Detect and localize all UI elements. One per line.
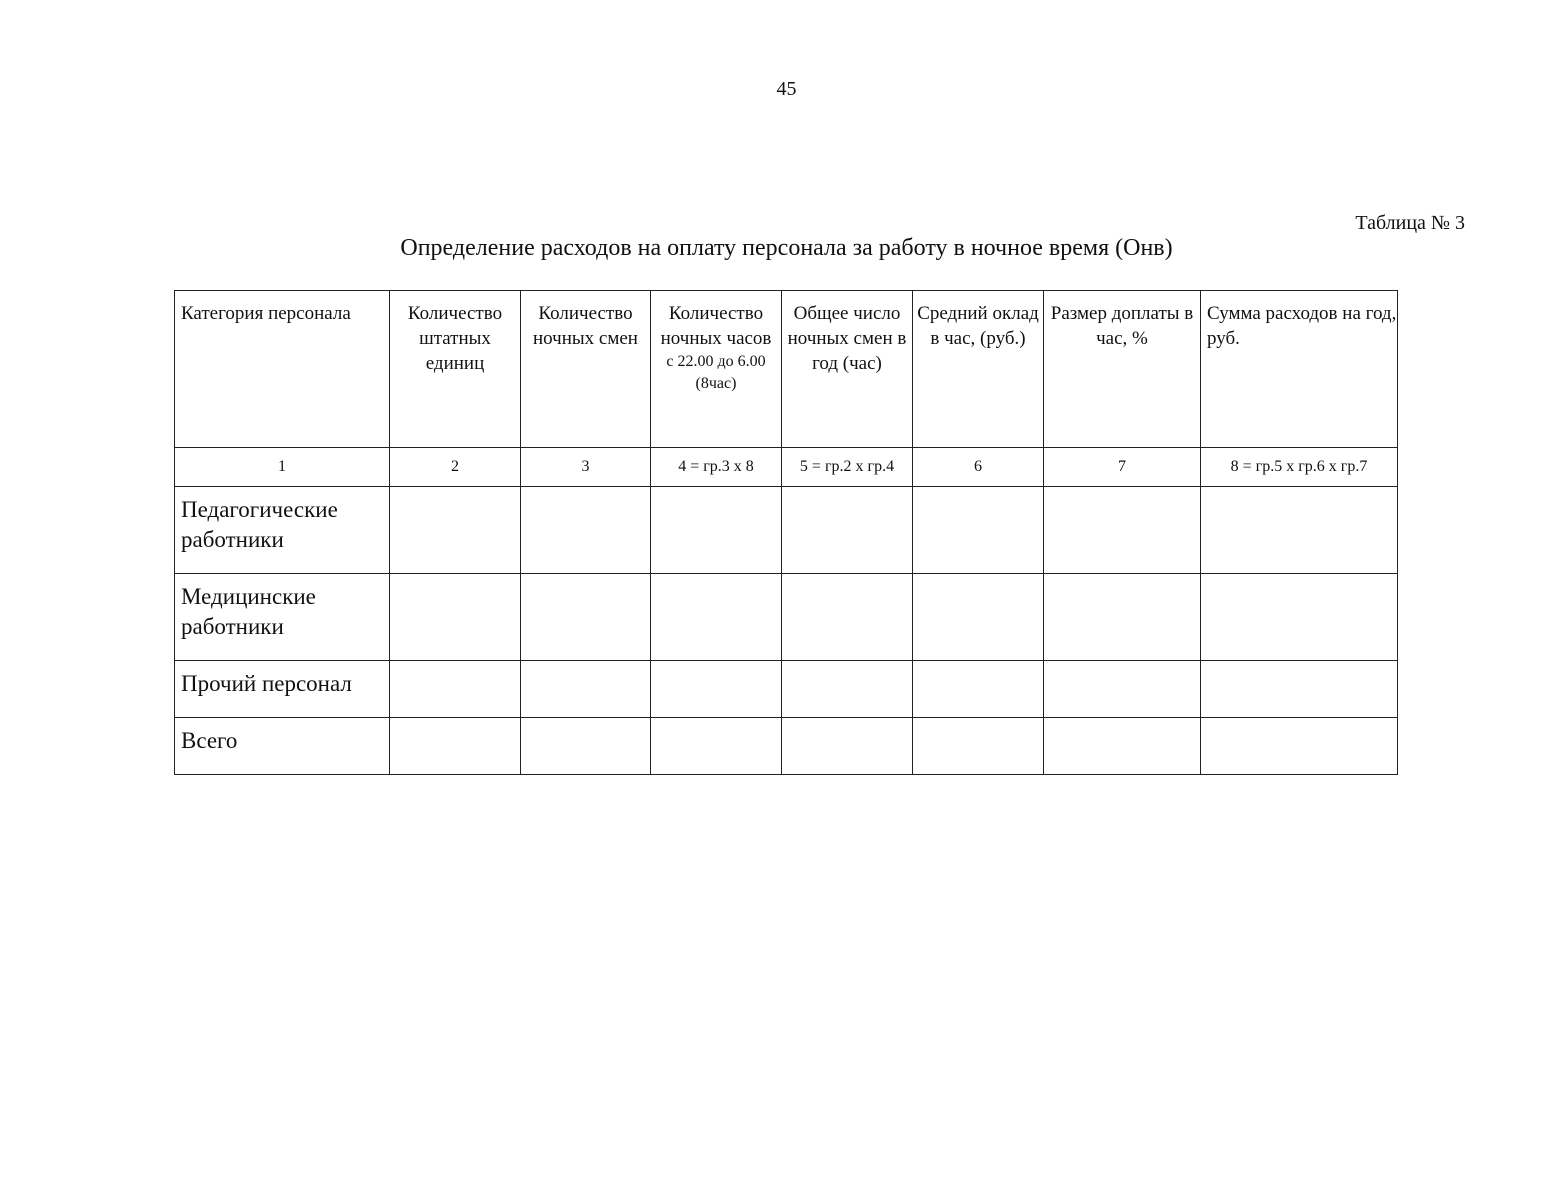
table-cell	[390, 574, 521, 661]
table-cell	[1044, 487, 1201, 574]
row-category: Всего	[175, 718, 390, 775]
table-cell	[390, 661, 521, 718]
header-night-hours	[651, 291, 782, 448]
column-numbers-row	[175, 448, 1398, 487]
table-cell	[782, 487, 913, 574]
table-cell	[651, 574, 782, 661]
column-number: 4 = гр.3 х 8	[651, 448, 782, 487]
table-row	[175, 574, 1398, 661]
table-cell	[913, 574, 1044, 661]
table-cell	[1044, 574, 1201, 661]
row-category: Педагогические работники	[175, 487, 390, 574]
table-cell	[913, 718, 1044, 775]
header-night-hours-label: Количество ночных часов	[660, 303, 772, 349]
column-number: 5 = гр.2 х гр.4	[782, 448, 913, 487]
table-cell	[913, 487, 1044, 574]
table-cell	[782, 574, 913, 661]
header-average-salary: Средний оклад в час, (руб.)	[913, 291, 1044, 448]
table-cell	[651, 718, 782, 775]
table-cell	[1201, 574, 1398, 661]
row-category: Медицинские работники	[175, 574, 390, 661]
table-row	[175, 487, 1398, 574]
table-cell	[521, 574, 651, 661]
header-row	[175, 291, 1398, 448]
table-cell	[782, 661, 913, 718]
header-night-shifts: Количество ночных смен	[521, 291, 651, 448]
table-cell	[1201, 718, 1398, 775]
table-cell	[390, 718, 521, 775]
column-number: 1	[175, 448, 390, 487]
header-staff-units: Количество штатных единиц	[390, 291, 521, 448]
document-title: Определение расходов на оплату персонала за работу в ночное время (Онв)	[400, 235, 1173, 261]
table-label: Таблица № 3	[1355, 212, 1465, 234]
column-number: 7	[1044, 448, 1201, 487]
table-cell	[913, 661, 1044, 718]
column-number: 8 = гр.5 х гр.6 х гр.7	[1201, 448, 1398, 487]
table-cell	[651, 487, 782, 574]
table-cell	[521, 661, 651, 718]
night-work-expenses-table	[174, 290, 1398, 775]
table-cell	[1201, 661, 1398, 718]
table-row	[175, 718, 1398, 775]
column-number: 6	[913, 448, 1044, 487]
header-surcharge-size: Размер доплаты в час, %	[1044, 291, 1201, 448]
header-total-night-shifts: Общее число ночных смен в год (час)	[782, 291, 913, 448]
header-category: Категория персонала	[175, 291, 390, 448]
page-number: 45	[776, 78, 797, 100]
table-cell	[390, 487, 521, 574]
table-cell	[1044, 661, 1201, 718]
table-cell	[651, 661, 782, 718]
table-cell	[1201, 487, 1398, 574]
header-night-hours-note: с 22.00 до 6.00 (8час)	[666, 353, 766, 392]
table-cell	[782, 718, 913, 775]
row-category: Прочий персонал	[175, 661, 390, 718]
table-cell	[1044, 718, 1201, 775]
header-annual-sum: Сумма расходов на год, руб.	[1201, 291, 1398, 448]
table-cell	[521, 718, 651, 775]
column-number: 2	[390, 448, 521, 487]
table-row	[175, 661, 1398, 718]
column-number: 3	[521, 448, 651, 487]
table-cell	[521, 487, 651, 574]
